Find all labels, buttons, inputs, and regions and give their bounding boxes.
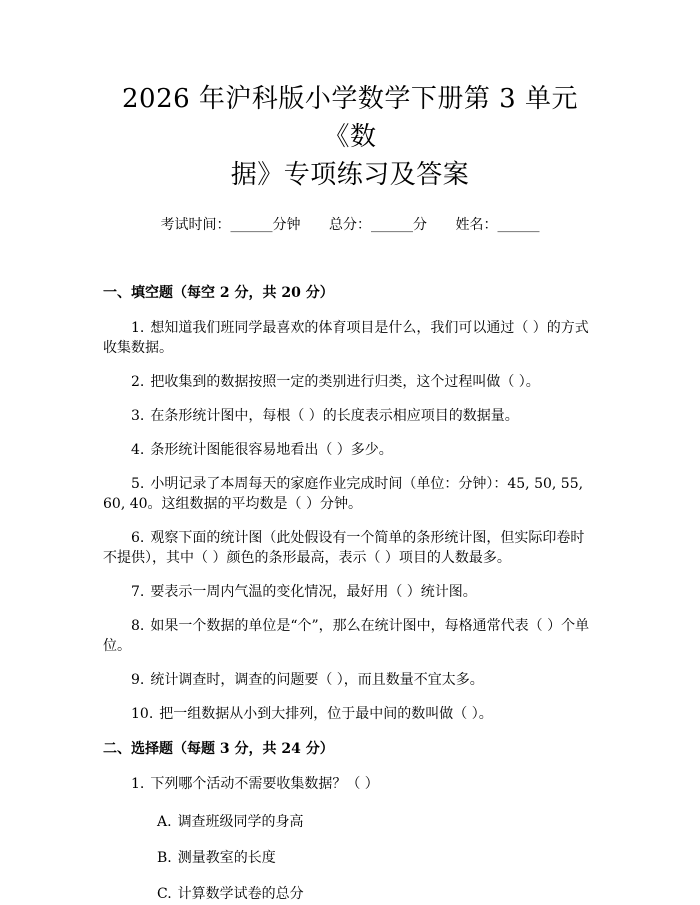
question: 1. 想知道我们班同学最喜欢的体育项目是什么，我们可以通过（ ）的方式收集数据。 bbox=[103, 320, 589, 356]
option-text: 计算数学试卷的总分 bbox=[177, 886, 304, 902]
question: 7. 要表示一周内气温的变化情况，最好用（ ）统计图。 bbox=[131, 584, 477, 600]
question: 6. 观察下面的统计图（此处假设有一个简单的条形统计图，但实际印卷时不提供），其中（ ）颜色的条形最高，表示（ ）项目的人数最多。 bbox=[103, 530, 585, 566]
question: 1. 下列哪个活动不需要收集数据？（ ） bbox=[131, 776, 379, 792]
document-title bbox=[103, 0, 597, 194]
question: 4. 条形统计图能很容易地看出（ ）多少。 bbox=[131, 442, 393, 458]
question: 8. 如果一个数据的单位是“个”，那么在统计图中，每格通常代表（ ）个单位。 bbox=[103, 618, 590, 654]
question: 10. 把一组数据从小到大排列，位于最中间的数叫做（ ）。 bbox=[131, 706, 493, 722]
exam-info bbox=[103, 216, 597, 234]
option-letter: A. bbox=[157, 814, 172, 830]
option-text: 调查班级同学的身高 bbox=[177, 814, 304, 830]
option-letter: C. bbox=[157, 886, 172, 902]
option-letter: B. bbox=[157, 850, 172, 866]
question: 5. 小明记录了本周每天的家庭作业完成时间（单位：分钟）：45, 50, 55, 60, 40。这组数据的平均数是（ ）分钟。 bbox=[103, 476, 584, 512]
student-name: 姓名：______ bbox=[455, 217, 540, 233]
section-fill-blank-heading: 一、填空题（每空 2 分，共 20 分） bbox=[103, 285, 334, 301]
choice-option bbox=[103, 848, 597, 868]
total-score: 总分：______分 bbox=[329, 217, 427, 233]
choice-option bbox=[103, 884, 597, 904]
choice-option bbox=[103, 812, 597, 832]
title-line-2: 据》专项练习及答案 bbox=[230, 160, 470, 190]
question: 9. 统计调查时，调查的问题要（ ），而且数量不宜太多。 bbox=[131, 672, 484, 688]
question: 3. 在条形统计图中，每根（ ）的长度表示相应项目的数据量。 bbox=[131, 408, 519, 424]
question: 2. 把收集到的数据按照一定的类别进行归类，这个过程叫做（ ）。 bbox=[131, 374, 540, 390]
title-line-1: 2026 年沪科版小学数学下册第 3 单元《数 bbox=[121, 84, 578, 152]
exam-time: 考试时间：______分钟 bbox=[160, 217, 301, 233]
option-text: 测量教室的长度 bbox=[177, 850, 276, 866]
section-multiple-choice-heading: 二、选择题（每题 3 分，共 24 分） bbox=[103, 741, 334, 757]
